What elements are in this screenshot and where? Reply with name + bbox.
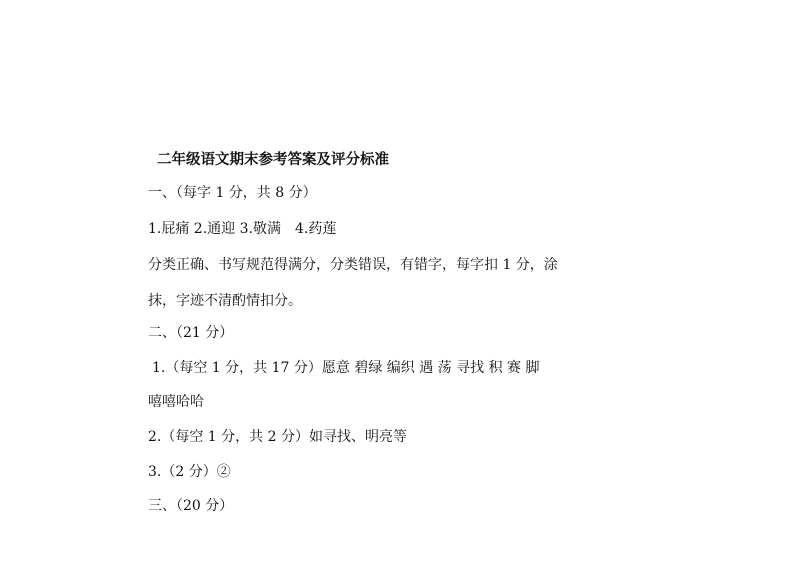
- section-3-heading: 三、（20 分）: [148, 498, 234, 514]
- section-2-item-1-continued: 嘻嘻哈哈: [148, 394, 204, 410]
- section-2-item-1: 1.（每空 1 分，共 17 分）愿意 碧绿 编织 遇 荡 寻找 积 赛 脚: [152, 360, 540, 376]
- section-1-scoring-line-2: 抹，字迹不清酌情扣分。: [148, 293, 302, 309]
- section-1-scoring-line-1: 分类正确、书写规范得满分，分类错误，有错字，每字扣 1 分，涂: [148, 257, 558, 273]
- section-2-item-2: 2.（每空 1 分，共 2 分）如寻找、明亮等: [148, 429, 407, 445]
- section-2-item-3: 3.（2 分）②: [148, 464, 231, 480]
- section-1-answers: 1.屁痛 2.通迎 3.敬满 4.药莲: [148, 221, 337, 237]
- section-2-heading: 二、（21 分）: [148, 325, 234, 341]
- section-1-heading: 一、（每字 1 分，共 8 分）: [148, 185, 317, 201]
- document-title: 二年级语文期末参考答案及评分标准: [157, 151, 389, 168]
